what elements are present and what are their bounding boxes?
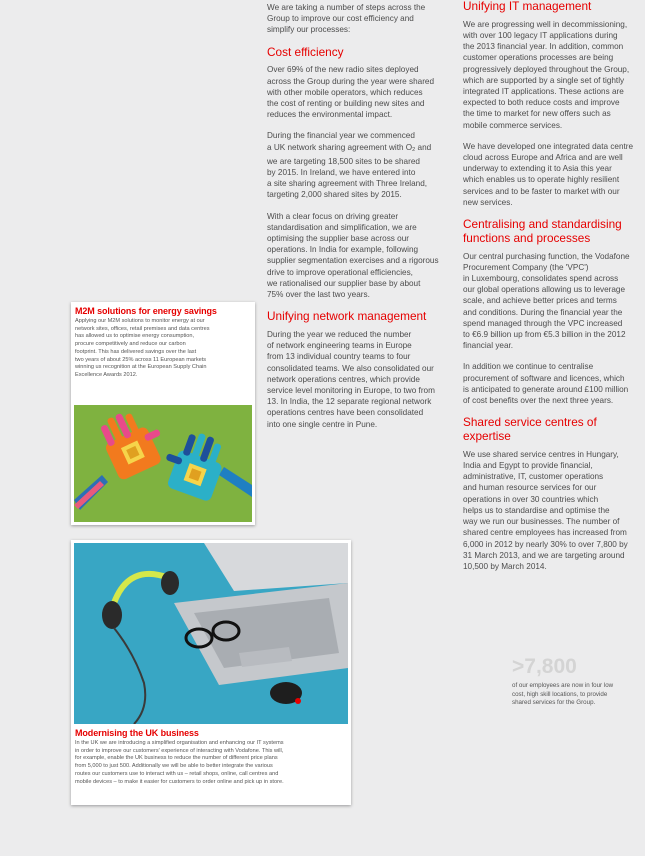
stat-number: >7,800 (512, 655, 577, 678)
network-paragraph-1: During the year we reduced the number of network engineering teams in Europe from 13 individual country teams to four consolidated teams. We also consolidated our network operations centres, which provide service level monitoring in Europe, to two from 13. In India, the 12 separate regional network operations centres have been consolidated into one single centre in Pune. (267, 330, 435, 429)
m2m-title: M2M solutions for energy savings (75, 306, 217, 316)
it-paragraph-2: We have developed one integrated data centre cloud across Europe and Africa and are well underway to extending it to Asia this year which enables us to operate highly resilient services and to be faster to market with our new services. (463, 141, 634, 207)
heading-shared: Shared service centres of expertise (463, 415, 597, 444)
uk-title: Modernising the UK business (75, 728, 199, 738)
heading-cost-efficiency: Cost efficiency (267, 44, 344, 59)
column-right (463, 0, 645, 582)
heading-it: Unifying IT management (463, 0, 592, 13)
uk-body: In the UK we are introducing a simplified organisation and enhancing our IT systems in order to improve our customers' experience of interacting with Vodafone. This will, for example, enable the UK business to reduce the number of different price plans from 5,000 to just 500. Additionally we will be able to better integrate the various routes our customers use to interact with us – retail shops, online, call centres and mobile devices – to make it easier for customers to order online and pick up in store. (75, 740, 284, 785)
cost-paragraph-3: With a clear focus on driving greater standardisation and simplification, we are optimising the supplier base across our operations. In India for example, following supplier segmentation exercises and a rigorous drive to improve operational efficiencies, we rationalised our supplier base by about 75% over the last two years. (267, 211, 439, 300)
intro-paragraph: We are taking a number of steps across the Group to improve our cost efficiency and simplify our processes: (267, 3, 426, 35)
heading-central: Centralising and standardising functions and processes (463, 217, 622, 245)
cost-paragraph-2: During the financial year we commenced a UK network sharing agreement with $O_2$ and we are targeting 18,500 sites to be shared by 2015. In Ireland, we have entered into a site sharing agreement with Three Ireland, targeting 2,000 shared sites by 2015. (267, 131, 432, 200)
m2m-body: Applying our M2M solutions to monitor energy at our network sites, offices, retail premises and data centres has allowed us to optimise energy consumption, procure competitively and reduce our carbon footprint. This has delivered savings over the last two years of about 25% across 11 European markets winning us recognition at the European Supply Chain Excellence Awards 2012. (75, 318, 210, 378)
uk-photo (74, 543, 348, 724)
heading-network: Unifying network management (267, 309, 427, 324)
m2m-card (71, 302, 255, 525)
central-paragraph-1: Our central purchasing function, the Vodafone Procurement Company (the 'VPC') in Luxembourg, consolidates spend across our global operations allowing us to leverage scale, and achieve better prices and terms and conditions. During the financial year the spend managed through the VPC increased to €6.9 billion up from €5.3 billion in the 2012 financial year. (463, 251, 630, 351)
uk-card (71, 540, 351, 805)
central-paragraph-2: In addition we continue to centralise procurement of software and licences, which is anticipated to generate around £100 million of cost benefits over the next three years. (463, 362, 629, 406)
m2m-illustration (74, 405, 252, 522)
stat-text: of our employees are now in four low cost, high skill locations, to provide shared services for the Group. (512, 682, 614, 707)
cost-paragraph-1: Over 69% of the new radio sites deployed across the Group during the year were shared with other mobile operators, which reduces the cost of renting or building new sites and reduces the environmental impact. (267, 65, 435, 120)
it-paragraph-1: We are progressing well in decommissioning, with over 100 legacy IT applications during the 2013 financial year. In addition, common customer operations processes are being progressively deployed throughout the Group, which are supported by a single set of tightly integrated IT applications. These actions are expected to both reduce costs and improve the time to market for new offers such as mobile commerce services. (463, 19, 630, 130)
column-left (267, 2, 457, 440)
shared-paragraph-1: We use shared service centres in Hungary, India and Egypt to provide financial, administrative, IT, customer operations and human resource services for our operations in over 30 countries which helps us to standardise and optimise the way we run our businesses. The number of shared centre employees has increased from 6,000 in 2012 by nearly 30% to over 7,800 by 31 March 2013, and we are targeting around 10,500 by March 2014. (463, 449, 628, 571)
